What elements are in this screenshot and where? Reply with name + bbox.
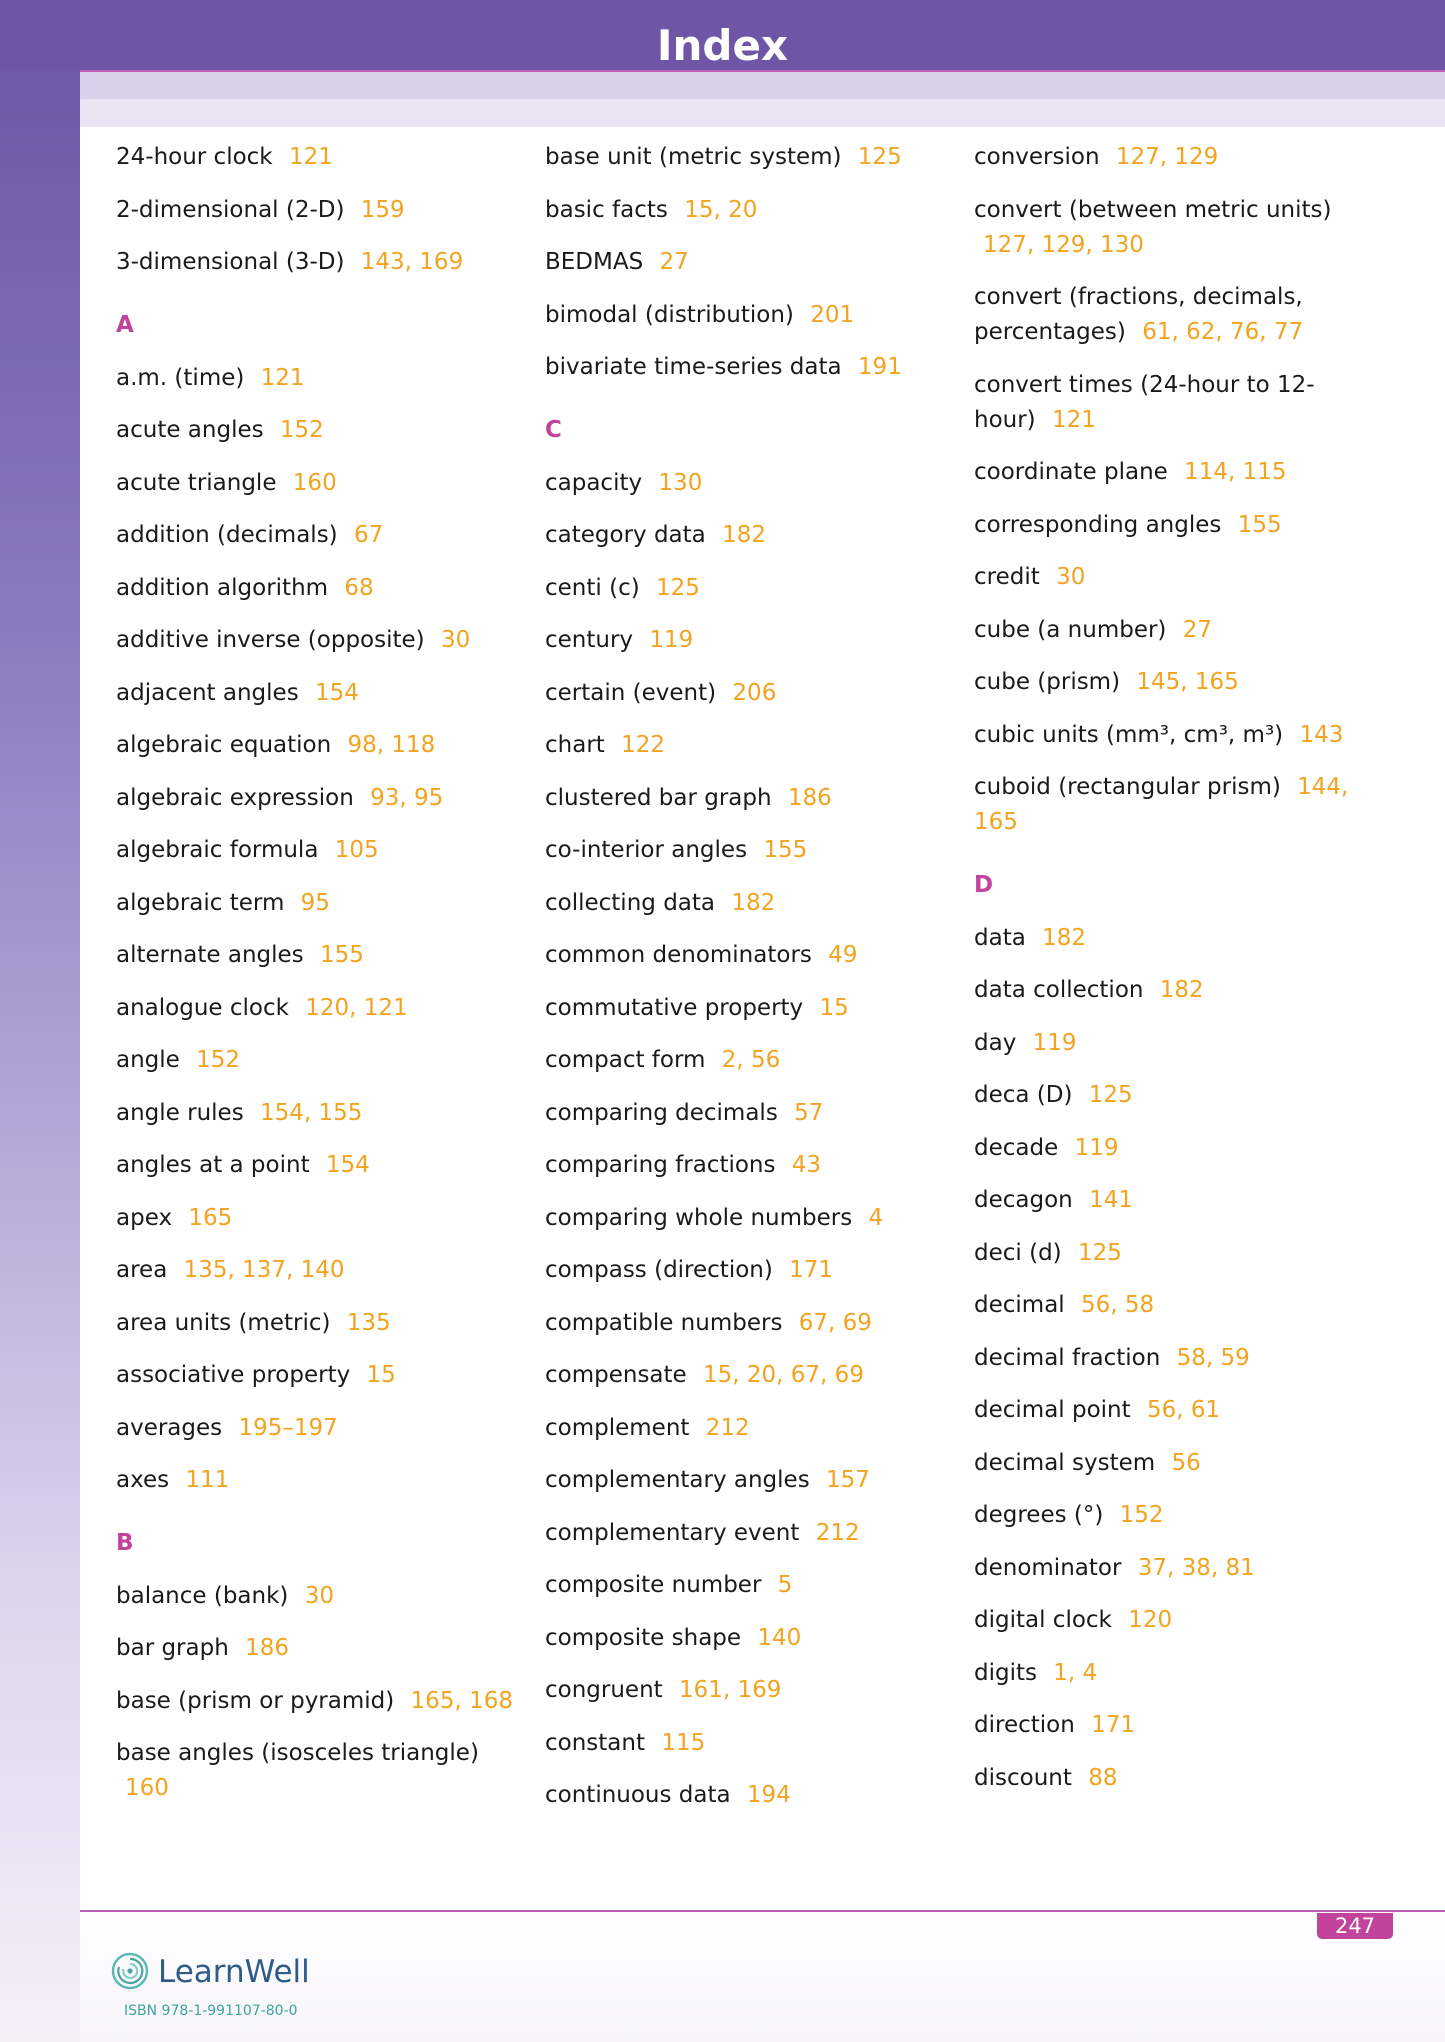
index-pages: 119 (1032, 1029, 1077, 1056)
index-term: algebraic term (116, 889, 285, 916)
index-entry (116, 140, 516, 175)
index-entry (545, 1096, 945, 1131)
index-entry (974, 613, 1354, 648)
header-band (80, 99, 1445, 127)
index-pages: 43 (791, 1152, 822, 1178)
index-entry (545, 728, 945, 763)
index-entry (545, 298, 945, 333)
index-term: commutative property (545, 994, 804, 1021)
index-pages: 15 (819, 994, 849, 1021)
index-term: composite shape (545, 1624, 742, 1651)
index-term: basic facts (545, 196, 668, 223)
index-term: digital clock (974, 1607, 1112, 1633)
index-pages: 119 (649, 627, 694, 653)
index-pages: 15, 20 (684, 196, 758, 223)
index-entry (974, 1131, 1354, 1166)
index-term: data (974, 924, 1026, 951)
index-pages: 56, 61 (1146, 1397, 1221, 1423)
index-pages: 165 (188, 1204, 233, 1231)
index-term: direction (974, 1712, 1075, 1738)
index-entry (116, 1096, 516, 1131)
index-entry (116, 991, 516, 1026)
index-pages: 127, 129, 130 (983, 231, 1144, 258)
index-term: category data (545, 522, 706, 548)
index-entry (974, 455, 1354, 490)
index-term: convert times (24-hour to 12-hour) (974, 371, 1315, 433)
index-term: complementary event (545, 1519, 800, 1546)
index-pages: 67 (353, 522, 384, 548)
index-pages: 161, 169 (679, 1677, 782, 1703)
index-pages: 15 (366, 1362, 396, 1388)
index-entry (116, 623, 516, 658)
index-term: cube (a number) (974, 616, 1167, 643)
index-term: additive inverse (opposite) (116, 627, 425, 653)
index-pages: 4 (868, 1204, 884, 1231)
index-term: axes (116, 1467, 170, 1493)
index-term: continuous data (545, 1782, 731, 1808)
index-entry (545, 1358, 945, 1393)
index-pages: 157 (826, 1467, 870, 1493)
index-term: associative property (116, 1362, 351, 1388)
index-entry (116, 1631, 516, 1666)
index-pages: 2, 56 (721, 1047, 781, 1073)
index-pages: 120, 121 (305, 994, 408, 1021)
index-entry (116, 676, 516, 711)
index-term: complementary angles (545, 1467, 810, 1493)
index-term: averages (116, 1414, 223, 1441)
index-pages: 130 (658, 469, 703, 496)
index-term: angle rules (116, 1099, 244, 1126)
index-entry (974, 1603, 1354, 1638)
index-term: 24-hour clock (116, 144, 273, 170)
index-pages: 143 (1299, 721, 1344, 748)
index-pages: 195–197 (238, 1414, 338, 1441)
index-entry (545, 833, 945, 868)
index-entry (545, 466, 945, 501)
index-term: credit (974, 564, 1040, 590)
index-term: complement (545, 1414, 690, 1441)
index-term: decimal fraction (974, 1344, 1161, 1371)
index-entry (116, 833, 516, 868)
index-entry (974, 280, 1354, 350)
index-entry (545, 1253, 945, 1288)
index-term: decade (974, 1134, 1059, 1161)
index-entry (974, 1761, 1354, 1796)
index-entry (974, 1183, 1354, 1218)
index-pages: 125 (1088, 1082, 1133, 1108)
index-term: addition (decimals) (116, 522, 338, 548)
index-term: certain (event) (545, 679, 717, 706)
index-term: algebraic expression (116, 784, 354, 811)
index-pages: 125 (857, 144, 902, 170)
index-term: collecting data (545, 889, 715, 916)
index-pages: 201 (810, 301, 855, 328)
index-term: angles at a point (116, 1152, 310, 1178)
index-pages: 61, 62, 76, 77 (1142, 319, 1304, 345)
index-entry (116, 193, 516, 228)
index-entry (116, 466, 516, 501)
index-entry (974, 1078, 1354, 1113)
index-term: bimodal (distribution) (545, 301, 794, 328)
index-pages: 122 (621, 732, 666, 758)
index-entry (116, 1148, 516, 1183)
index-entry (116, 361, 516, 396)
index-term: area (116, 1257, 168, 1283)
index-pages: 1, 4 (1053, 1659, 1098, 1686)
index-pages: 159 (360, 196, 405, 223)
index-entry (545, 140, 945, 175)
index-pages: 171 (1091, 1712, 1136, 1738)
index-pages: 125 (656, 574, 700, 601)
index-pages: 98, 118 (347, 732, 436, 758)
index-term: algebraic equation (116, 732, 332, 758)
index-pages: 68 (344, 574, 374, 601)
index-pages: 143, 169 (360, 249, 464, 275)
index-term: common denominators (545, 942, 812, 968)
index-content (80, 127, 1445, 1909)
index-entry (116, 1411, 516, 1446)
index-pages: 125 (1077, 1239, 1122, 1266)
index-pages: 120 (1128, 1607, 1173, 1633)
index-pages: 212 (815, 1519, 860, 1546)
index-term: acute angles (116, 417, 264, 443)
index-pages: 182 (1159, 977, 1204, 1003)
index-entry (545, 886, 945, 921)
index-pages: 95 (300, 889, 330, 916)
index-entry (974, 1656, 1354, 1691)
index-entry (974, 770, 1354, 840)
index-entry (974, 718, 1354, 753)
index-term: decimal point (974, 1397, 1131, 1423)
index-entry (545, 781, 945, 816)
index-pages: 155 (1237, 511, 1282, 538)
index-pages: 57 (794, 1099, 824, 1126)
index-term: co-interior angles (545, 837, 748, 863)
index-term: bar graph (116, 1635, 229, 1661)
section-letter: C (545, 417, 562, 443)
index-pages: 206 (732, 679, 777, 706)
index-term: convert (between metric units) (974, 196, 1332, 223)
index-entry (116, 1253, 516, 1288)
index-pages: 93, 95 (370, 784, 444, 811)
swirl-icon (110, 1951, 150, 1991)
index-pages: 182 (1042, 924, 1087, 951)
index-pages: 194 (746, 1782, 791, 1808)
index-entry (974, 1708, 1354, 1743)
index-entry (545, 1778, 945, 1813)
index-entry (545, 245, 945, 280)
index-pages: 30 (1056, 564, 1086, 590)
index-pages: 56 (1171, 1449, 1201, 1476)
section-letter: A (116, 312, 134, 338)
index-term: compensate (545, 1362, 687, 1388)
index-entry (545, 1568, 945, 1603)
index-term: century (545, 627, 634, 653)
index-term: coordinate plane (974, 459, 1168, 485)
index-entry (116, 1306, 516, 1341)
index-entry (116, 1684, 516, 1719)
index-pages: 154 (315, 679, 359, 706)
index-pages: 127, 129 (1115, 144, 1219, 170)
index-entry (116, 571, 516, 606)
index-pages: 27 (659, 249, 689, 275)
index-term: 3-dimensional (3-D) (116, 249, 345, 275)
index-pages: 155 (319, 942, 364, 968)
index-pages: 88 (1088, 1764, 1118, 1791)
index-pages: 67, 69 (798, 1309, 872, 1336)
index-pages: 160 (292, 469, 337, 496)
index-entry (974, 1551, 1354, 1586)
index-pages: 144, 165 (974, 774, 1349, 835)
index-pages: 121 (260, 364, 305, 391)
section-letter: B (116, 1530, 134, 1556)
index-term: corresponding angles (974, 511, 1222, 538)
index-entry (545, 1621, 945, 1656)
index-entry (974, 973, 1354, 1008)
index-pages: 140 (757, 1624, 802, 1651)
index-entry (545, 938, 945, 973)
index-entry (116, 245, 516, 280)
index-entry (545, 193, 945, 228)
index-entry (974, 1446, 1354, 1481)
index-pages: 212 (705, 1414, 750, 1441)
index-pages: 111 (185, 1467, 230, 1493)
index-entry (116, 413, 516, 448)
index-term: analogue clock (116, 994, 289, 1021)
index-term: comparing whole numbers (545, 1204, 853, 1231)
index-pages: 160 (125, 1775, 169, 1801)
index-entry (545, 350, 945, 385)
index-term: acute triangle (116, 469, 277, 496)
index-entry (116, 1463, 516, 1498)
index-pages: 37, 38, 81 (1137, 1554, 1255, 1581)
index-entry (116, 1579, 516, 1614)
index-column-1 (116, 140, 516, 1824)
index-pages: 135, 137, 140 (183, 1257, 345, 1283)
index-pages: 121 (1051, 406, 1096, 433)
index-entry (116, 728, 516, 763)
index-term: base (prism or pyramid) (116, 1687, 395, 1714)
header-band (80, 72, 1445, 99)
index-term: data collection (974, 977, 1144, 1003)
index-term: decimal (974, 1292, 1065, 1318)
index-entry (974, 921, 1354, 956)
index-term: constant (545, 1729, 645, 1756)
index-entry (545, 1516, 945, 1551)
index-entry (116, 1043, 516, 1078)
index-entry (974, 1393, 1354, 1428)
index-entry (545, 676, 945, 711)
index-entry (974, 1498, 1354, 1533)
page-number: 247 (1317, 1913, 1393, 1939)
index-pages: 105 (334, 837, 379, 863)
index-entry (116, 938, 516, 973)
index-term: base angles (isosceles triangle) (116, 1740, 479, 1766)
index-term: digits (974, 1659, 1037, 1686)
index-entry (974, 193, 1354, 263)
index-entry (545, 623, 945, 658)
index-term: cube (prism) (974, 669, 1121, 695)
index-term: compact form (545, 1047, 706, 1073)
index-pages: 49 (828, 942, 858, 968)
index-term: area units (metric) (116, 1309, 331, 1336)
index-term: BEDMAS (545, 249, 644, 275)
index-entry (116, 886, 516, 921)
index-term: compass (direction) (545, 1257, 773, 1283)
index-entry (545, 1148, 945, 1183)
index-pages: 56, 58 (1081, 1292, 1155, 1318)
index-pages: 154 (325, 1152, 370, 1178)
index-term: alternate angles (116, 942, 304, 968)
index-pages: 135 (346, 1309, 391, 1336)
index-term: angle (116, 1047, 180, 1073)
index-term: balance (bank) (116, 1582, 289, 1609)
index-entry (974, 1341, 1354, 1376)
index-pages: 152 (279, 417, 324, 443)
index-entry (545, 1726, 945, 1761)
index-term: decimal system (974, 1449, 1156, 1476)
index-pages: 119 (1074, 1134, 1119, 1161)
index-pages: 121 (288, 144, 333, 170)
index-entry (974, 1288, 1354, 1323)
section-letter: D (974, 872, 994, 898)
index-pages: 182 (722, 522, 766, 548)
index-entry (545, 1306, 945, 1341)
index-entry (116, 1736, 516, 1806)
index-term: compatible numbers (545, 1309, 783, 1336)
page-footer (80, 1909, 1445, 2042)
index-term: algebraic formula (116, 837, 319, 863)
index-term: a.m. (time) (116, 364, 245, 391)
index-pages: 186 (787, 784, 832, 811)
index-entry (545, 1043, 945, 1078)
index-pages: 152 (1119, 1502, 1164, 1528)
index-column-3 (974, 140, 1354, 1813)
index-term: bivariate time-series data (545, 354, 842, 380)
index-term: adjacent angles (116, 679, 299, 706)
index-entry (545, 1411, 945, 1446)
index-term: convert (fractions, decimals, percentages) (974, 284, 1303, 345)
index-term: comparing decimals (545, 1099, 778, 1126)
index-pages: 145, 165 (1136, 669, 1239, 695)
index-term: denominator (974, 1554, 1122, 1581)
index-term: decagon (974, 1187, 1073, 1213)
index-entry (116, 1201, 516, 1236)
index-term: conversion (974, 144, 1100, 170)
index-term: deca (D) (974, 1082, 1073, 1108)
index-term: cuboid (rectangular prism) (974, 774, 1281, 800)
isbn-text: ISBN 978-1-991107-80-0 (124, 2003, 298, 2019)
index-pages: 141 (1089, 1187, 1133, 1213)
index-pages: 114, 115 (1184, 459, 1287, 485)
page-title: Index (656, 21, 789, 70)
index-pages: 191 (857, 354, 902, 380)
logo-text: LearnWell (158, 1954, 310, 1990)
index-pages: 115 (661, 1729, 706, 1756)
index-pages: 15, 20, 67, 69 (703, 1362, 864, 1388)
index-entry (545, 1463, 945, 1498)
index-pages: 182 (731, 889, 776, 916)
index-pages: 30 (440, 627, 471, 653)
index-term: degrees (°) (974, 1502, 1104, 1528)
index-term: base unit (metric system) (545, 144, 842, 170)
index-term: discount (974, 1764, 1072, 1791)
index-entry (545, 1201, 945, 1236)
index-pages: 27 (1182, 616, 1212, 643)
index-pages: 155 (763, 837, 808, 863)
index-term: day (974, 1029, 1017, 1056)
publisher-logo (110, 1951, 370, 1995)
index-entry (545, 991, 945, 1026)
index-column-2 (545, 140, 945, 1831)
index-pages: 5 (777, 1572, 793, 1598)
index-pages: 30 (304, 1582, 334, 1609)
index-term: 2-dimensional (2-D) (116, 196, 345, 223)
footer-rule (80, 1910, 1445, 1912)
index-term: centi (c) (545, 574, 640, 601)
index-term: addition algorithm (116, 574, 329, 601)
index-pages: 152 (196, 1047, 241, 1073)
index-entry (974, 560, 1354, 595)
index-entry (545, 518, 945, 553)
side-gradient-strip (0, 0, 80, 2042)
index-entry (974, 665, 1354, 700)
index-term: chart (545, 732, 605, 758)
index-entry (974, 140, 1354, 175)
index-term: capacity (545, 469, 643, 496)
index-term: clustered bar graph (545, 784, 772, 811)
index-term: cubic units (mm³, cm³, m³) (974, 721, 1284, 748)
index-term: apex (116, 1204, 173, 1231)
index-entry (116, 1358, 516, 1393)
index-term: composite number (545, 1572, 762, 1598)
index-entry (974, 368, 1354, 438)
index-pages: 154, 155 (260, 1099, 363, 1126)
index-entry (974, 1236, 1354, 1271)
index-pages: 171 (789, 1257, 834, 1283)
index-pages: 186 (245, 1635, 290, 1661)
index-entry (116, 781, 516, 816)
index-term: congruent (545, 1677, 663, 1703)
index-pages: 165, 168 (410, 1687, 513, 1714)
index-entry (545, 1673, 945, 1708)
index-entry (974, 508, 1354, 543)
index-term: deci (d) (974, 1239, 1062, 1266)
index-entry (974, 1026, 1354, 1061)
index-pages: 58, 59 (1176, 1344, 1250, 1371)
index-term: comparing fractions (545, 1152, 776, 1178)
index-entry (116, 518, 516, 553)
index-entry (545, 571, 945, 606)
